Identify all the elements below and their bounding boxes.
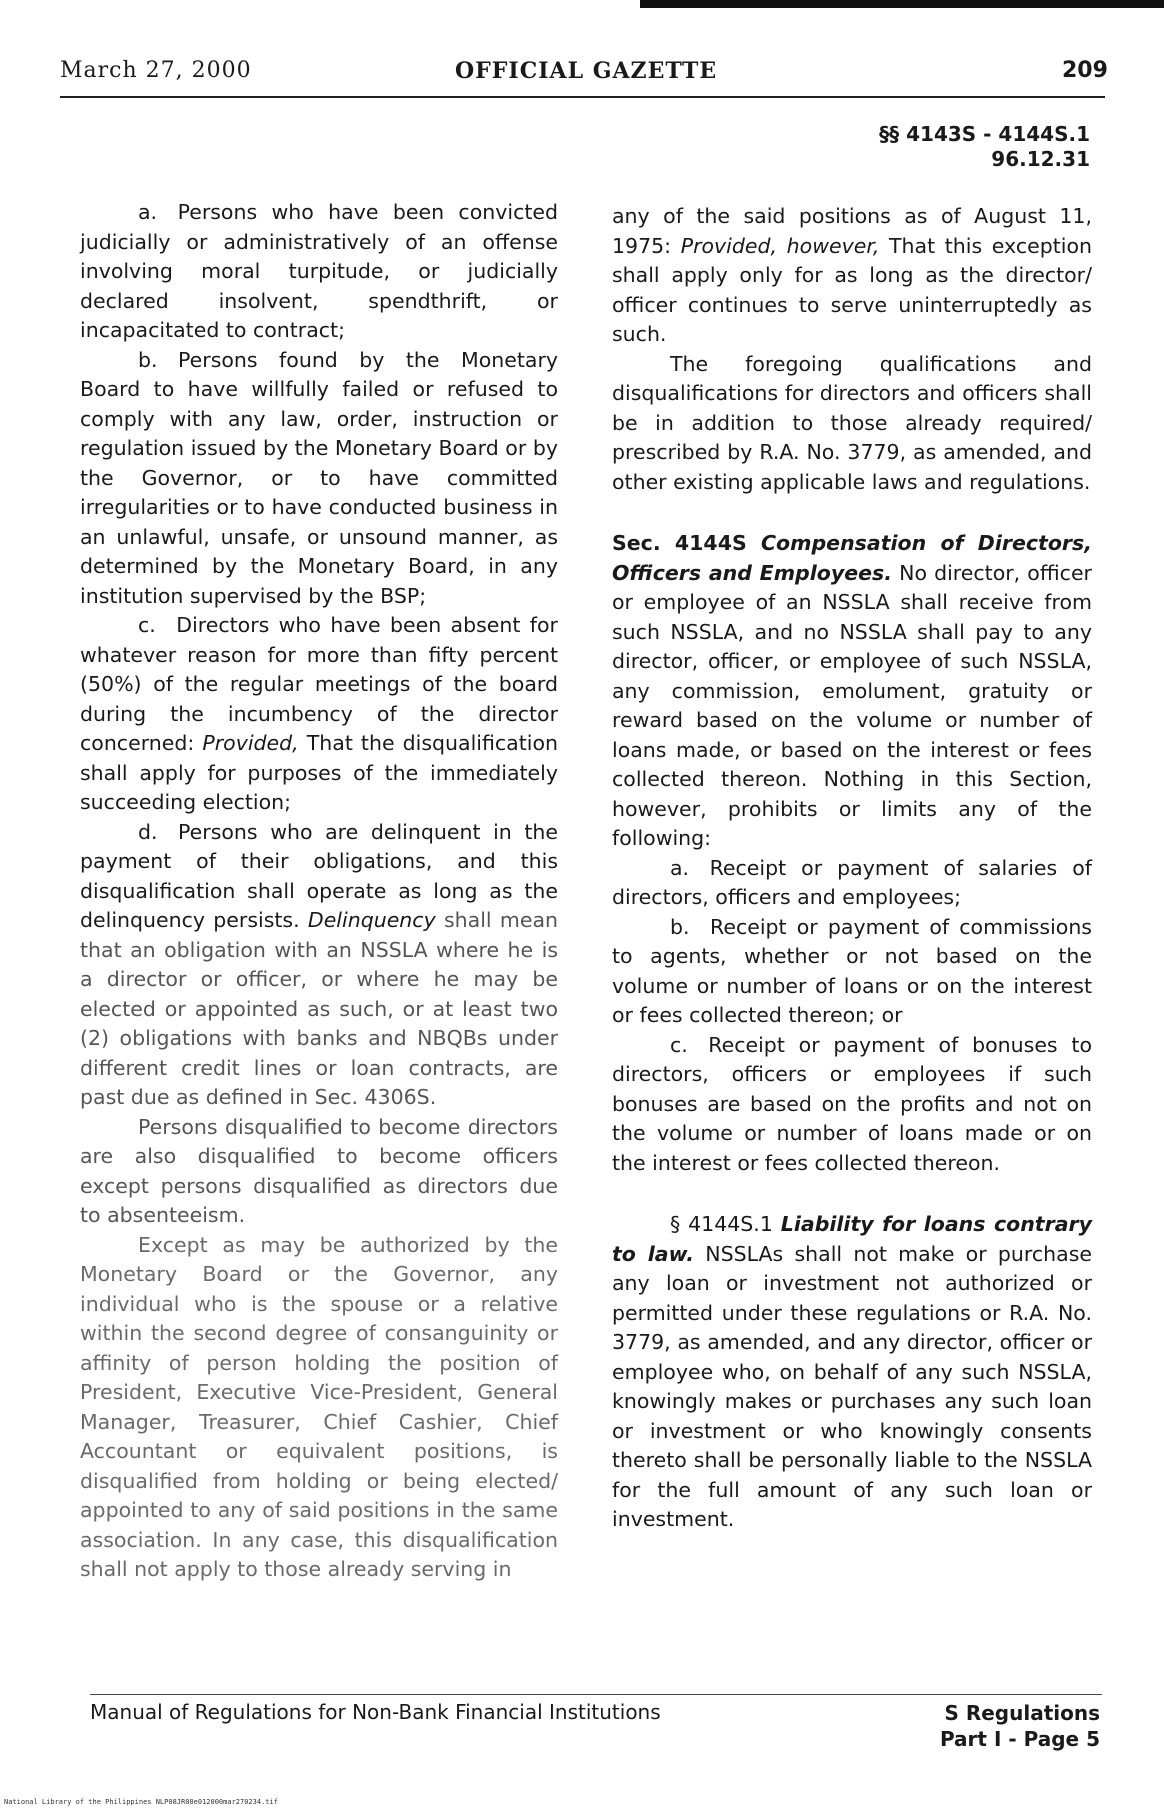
footer-rule <box>90 1694 1102 1695</box>
item-d-text: d. Persons who are delinquent in the payment of their obligations, and this disqualification shall operate as long as the delinquency persists. <box>80 819 558 932</box>
header-title: OFFICIAL GAZETTE <box>455 58 718 84</box>
item-d <box>80 818 558 1113</box>
continuation-text-end: That this exception shall apply only for as long as the director/ officer continues to serve uninterruptedly as such. <box>612 233 1092 346</box>
right-column <box>612 202 1092 1535</box>
receipt-item-c: c. Receipt or payment of bonuses to directors, officers or employees if such bonuses are based on the profits and not on the volume or number of loans made or on the interest or fees collected thereon. <box>612 1032 1092 1175</box>
relatives-paragraph: Except as may be authorized by the Monetary Board or the Governor, any individual who is the spouse or a relative within the second degree of consanguinity or affinity of person holding the position of President, Executive Vice-President, General Manager, Treasurer, Chief Cashier, Chief Accountant or equivalent positions, is disqualified from holding or being elected/ appointed to any of said positions in the same association. In any case, this disqualification shall not apply to those already serving in <box>80 1232 558 1581</box>
item-d-term: Delinquency <box>307 908 436 932</box>
left-column <box>80 198 558 1585</box>
item-c <box>80 611 558 818</box>
sec-4144s1-title: Liability for loans contrary to law. <box>612 1212 1093 1266</box>
item-b: b. Persons found by the Monetary Board to have willfully failed or refused to comply with any law, order, instruction or regulation issued by the Monetary Board or by the Governor, or to have committed irregularities or to have conducted business in an unlawful, unsafe, or unsound manner, as determined by the Monetary Board, in any institution supervised by the BSP; <box>80 347 558 608</box>
sec-4144s1-number: § 4144S.1 <box>670 1212 781 1236</box>
item-c-proviso: Provided, <box>202 731 299 755</box>
receipt-item-b: b. Receipt or payment of commissions to agents, whether or not based on the volume or number of loans or on the interest or fees collected thereon; or <box>612 914 1092 1027</box>
sec-4144s1-body: NSSLAs shall not make or purchase any loan or investment not authorized or permitted under these regulations or R.A. No. 3779, as amended, and any director, officer or employee who, on behalf of any such NSSLA, knowingly makes or purchases any such loan or investment or who knowingly consents thereto shall be personally liable to the NSSLA for the full amount of any such loan or investment. <box>612 1241 1092 1531</box>
sec-4144s-number: Sec. 4144S <box>612 531 762 555</box>
section-date: 96.12.31 <box>991 147 1090 171</box>
header-rule <box>60 96 1105 98</box>
footer-manual-title: Manual of Regulations for Non-Bank Financial Institutions <box>90 1700 661 1724</box>
sec-4144s1-paragraph <box>612 1210 1092 1535</box>
section-range: §§ 4143S - 4144S.1 <box>879 122 1090 146</box>
header-page-number: 209 <box>1062 58 1108 83</box>
item-d-text-end: shall mean that an obligation with an NSSLA where he is a director or officer, or where he may be elected or appointed as such, or at least two (2) obligations with banks and NBQBs under different credit lines or loan contracts, are past due as defined in Sec. 4306S. <box>80 908 558 1109</box>
scan-edge-bar <box>640 0 1164 8</box>
archive-stamp: National Library of the Philippines NLP08JR00e012000mar270234.tif <box>4 1798 278 1806</box>
footer-series-name: S Regulations <box>944 1701 1100 1725</box>
receipt-item-a: a. Receipt or payment of salaries of directors, officers and employees; <box>612 855 1092 909</box>
item-c-text: c. Directors who have been absent for whatever reason for more than fifty percent (50%) of the regular meetings of the board during the incumbency of the director concerned: <box>80 613 558 755</box>
continuation-proviso: Provided, however, <box>680 233 880 258</box>
foregoing-paragraph: The foregoing qualifications and disqualifications for directors and officers shall be in addition to those already required/ prescribed by R.A. No. 3779, as amended, and other existing applicable laws and regulations. <box>612 351 1092 494</box>
officers-paragraph: Persons disqualified to become directors are also disqualified to become officers except persons disqualified as directors due to absenteeism. <box>80 1114 558 1227</box>
sec-4144s-paragraph <box>612 529 1092 854</box>
footer-series <box>940 1700 1100 1752</box>
footer-part-page: Part I - Page 5 <box>939 1727 1100 1751</box>
header-date: March 27, 2000 <box>60 58 252 83</box>
sec-4144s-body: No director, officer or employee of an NSSLA shall receive from such NSSLA, and no NSSLA shall pay to any director, officer, or employee of such NSSLA, any commission, emolument, gratuity or reward based on the volume or number of loans made, or based on the interest or fees collected thereon. Nothing in this Section, however, prohibits or limits any of the following: <box>612 560 1092 850</box>
sec-4144s-title: Compensation of Directors, Officers and Employees. <box>612 531 1092 585</box>
item-c-text-end: That the disqualification shall apply for purposes of the immediately succeeding election; <box>80 731 558 814</box>
section-reference <box>879 122 1090 172</box>
item-a: a. Persons who have been convicted judicially or administratively of an offense involving moral turpitude, or judicially declared insolvent, spendthrift, or incapacitated to contract; <box>80 200 558 342</box>
continuation-paragraph <box>612 202 1092 350</box>
continuation-text: any of the said positions as of August 11, 1975: <box>612 204 1092 258</box>
